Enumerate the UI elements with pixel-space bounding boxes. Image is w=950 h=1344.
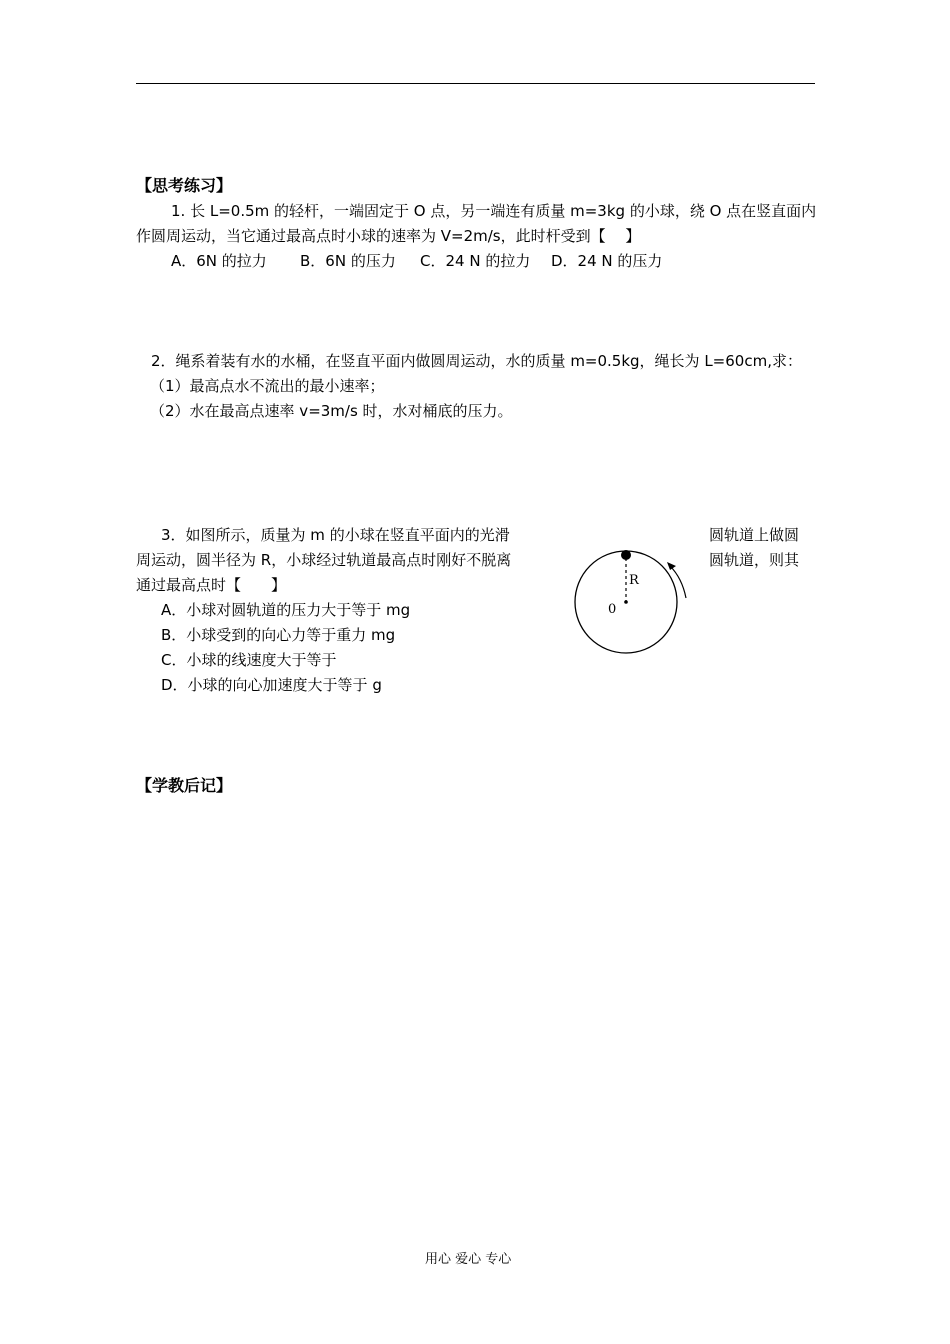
q3-option-c: C．小球的线速度大于等于 <box>161 651 337 669</box>
page-footer: 用心 爱心 专心 <box>425 1252 512 1267</box>
q1-option-b: B．6N 的压力 <box>300 252 396 270</box>
section-heading-practice: 【思考练习】 <box>136 176 233 195</box>
q3-line-1-left: 3．如图所示，质量为 m 的小球在竖直平面内的光滑 <box>161 526 510 544</box>
q1-option-a: A．6N 的拉力 <box>171 252 267 270</box>
q3-option-d: D．小球的向心加速度大于等于 g <box>161 676 382 694</box>
q1-option-d: D．24 N 的压力 <box>551 252 663 270</box>
q1-line-2: 作圆周运动，当它通过最高点时小球的速率为 V=2m/s，此时杆受到【 】 <box>136 227 641 245</box>
center-label: 0 <box>608 602 617 617</box>
radius-label: R <box>629 573 639 588</box>
q1-option-c: C．24 N 的拉力 <box>420 252 531 270</box>
q3-option-b: B．小球受到的向心力等于重力 mg <box>161 626 396 644</box>
q2-line-1: 2．绳系着装有水的水桶，在竖直平面内做圆周运动，水的质量 m=0.5kg，绳长为 L=60cm,求： <box>151 352 802 370</box>
q3-line-2-left: 周运动，圆半径为 R，小球经过轨道最高点时刚好不脱离 <box>136 551 512 569</box>
header-rule <box>136 83 815 84</box>
q2-part-1: （1）最高点水不流出的最小速率； <box>150 377 385 395</box>
q3-line-3: 通过最高点时【 】 <box>136 576 287 594</box>
center-dot <box>624 600 628 604</box>
q3-figure-circle-track <box>560 540 700 660</box>
q1-line-1: 1. 长 L=0.5m 的轻杆，一端固定于 O 点，另一端连有质量 m=3kg 的小球，绕 O 点在竖直面内 <box>171 202 817 220</box>
arrowhead-icon <box>667 562 676 570</box>
q3-line-2-right: 圆轨道，则其 <box>709 551 800 569</box>
section-heading-notes: 【学教后记】 <box>136 776 233 795</box>
ball <box>621 550 631 560</box>
q3-option-a: A．小球对圆轨道的压力大于等于 mg <box>161 601 411 619</box>
q2-part-2: （2）水在最高点速率 v=3m/s 时，水对桶底的压力。 <box>150 402 513 420</box>
q3-line-1-right: 圆轨道上做圆 <box>709 526 800 544</box>
